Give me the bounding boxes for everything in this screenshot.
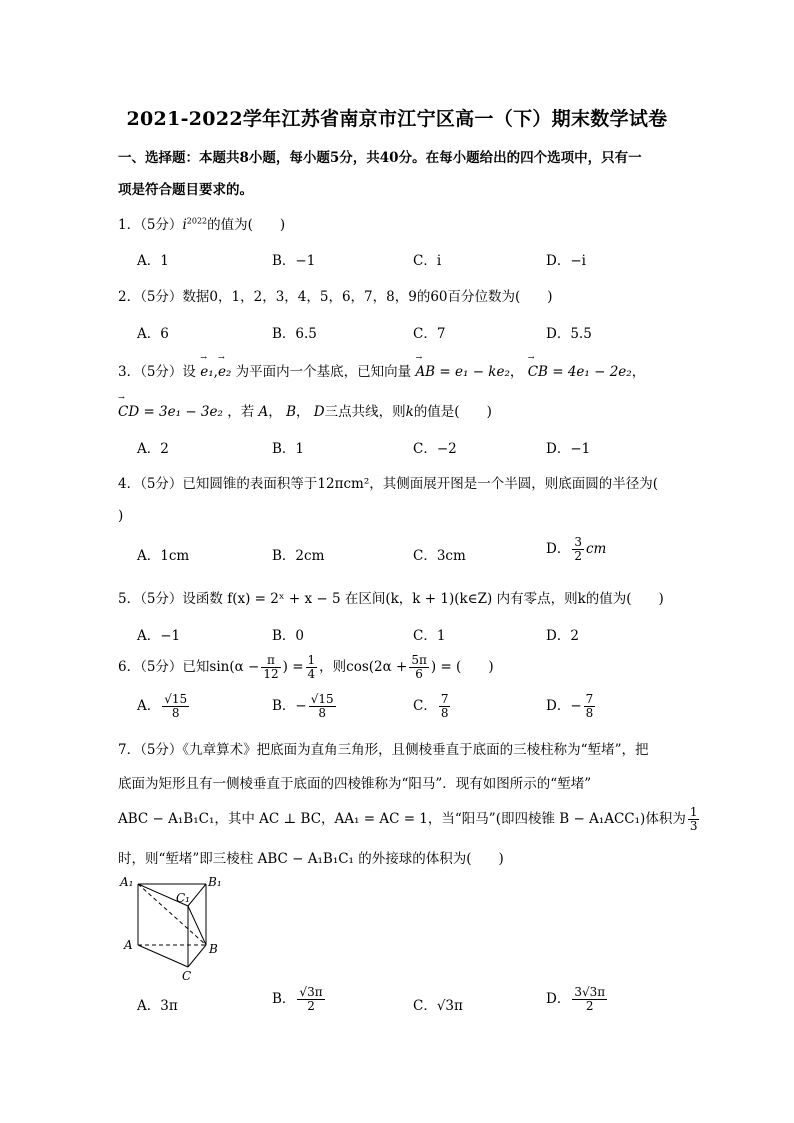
q3-option-d[interactable]: D．−1	[546, 441, 591, 457]
question-2-stem: 2．（5分）数据0，1，2，3，4，5，6，7，8，9的60百分位数为( )	[118, 289, 553, 305]
q6-option-c[interactable]: C． $\frac{7}{8}$	[413, 692, 449, 720]
q3-option-c[interactable]: C．−2	[413, 441, 457, 457]
q4-option-b[interactable]: B．2cm	[272, 548, 325, 564]
q7-option-b[interactable]: B． $\frac{√3\pi}{2}$	[272, 985, 323, 1013]
section-heading: 一、选择题：本题共8小题，每小题5分，共40分。在每小题给出的四个选项中，只有一	[118, 150, 642, 166]
question-7-stem: 7．（5分）《九章算术》把底面为直角三角形，且侧棱垂直于底面的三棱柱称为“堑堵”，把	[118, 742, 649, 758]
q1-option-d[interactable]: D．−i	[546, 253, 586, 269]
question-7-stem-2: 底面为矩形且有一侧棱垂直于底面的四棱锥称为“阳马”．现有如图所示的“堑堵”	[118, 776, 592, 792]
label-b: B	[209, 942, 218, 956]
edge-a-c	[138, 945, 188, 967]
question-1-stem: 1．（5分）$i^{2022}$的值为( )	[118, 216, 286, 233]
question-3-stem: 3．（5分）设 → e₁,→ e₂ 为平面内一个基底，已知向量 → AB = e₁ − ke₂， → CB = 4e₁ − 2e₂，	[118, 360, 645, 380]
page-title: 2021-2022学年江苏省南京市江宁区高一（下）期末数学试卷	[126, 108, 668, 130]
prism-figure	[118, 870, 238, 982]
label-a: A	[124, 938, 133, 952]
question-7-stem-3: ABC − A₁B₁C₁，其中 AC ⊥ BC，AA₁ = AC = 1，当“阳马”(即四棱锥 B − A₁ACC₁)体积为 $\frac{1}{3}$	[118, 805, 698, 833]
q2-option-c[interactable]: C．7	[413, 326, 446, 342]
question-4-stem-cont: )	[118, 508, 124, 524]
q3-option-a[interactable]: A．2	[137, 441, 169, 457]
label-b1: B₁	[208, 875, 222, 889]
q5-option-b[interactable]: B．0	[272, 628, 305, 644]
q7-option-c[interactable]: C．√3π	[413, 998, 463, 1014]
edge-c1-b	[188, 906, 206, 945]
q5-option-a[interactable]: A．−1	[137, 628, 181, 644]
section-heading-cont: 项是符合题目要求的。	[118, 182, 253, 198]
q6-option-d[interactable]: D．− $\frac{7}{8}$	[546, 692, 594, 720]
question-3-stem-cont: → CD = 3e₁ − 3e₂ ，若 A， B， D三点共线，则k的值是( )	[118, 400, 492, 420]
q2-option-b[interactable]: B．6.5	[272, 326, 317, 342]
q5-option-d[interactable]: D．2	[546, 628, 579, 644]
q1-option-b[interactable]: B．−1	[272, 253, 316, 269]
q2-option-a[interactable]: A．6	[137, 326, 169, 342]
q7-option-d[interactable]: D． $\frac{3√3\pi}{2}$	[546, 985, 606, 1013]
q6-option-a[interactable]: A． $\frac{√15}{8}$	[137, 692, 188, 720]
q1-option-c[interactable]: C．i	[413, 253, 442, 269]
q6-option-b[interactable]: B．− $\frac{√15}{8}$	[272, 692, 334, 720]
edge-a1-b-hidden	[138, 884, 206, 945]
q5-option-c[interactable]: C．1	[413, 628, 446, 644]
q4-option-a[interactable]: A．1cm	[137, 548, 190, 564]
q3-option-b[interactable]: B．1	[272, 441, 305, 457]
question-7-stem-4: 时，则“堑堵”即三棱柱 ABC − A₁B₁C₁ 的外接球的体积为( )	[118, 851, 504, 867]
question-4-stem: 4．（5分）已知圆锥的表面积等于12πcm²，其侧面展开图是一个半圆，则底面圆的半径为(	[118, 476, 659, 492]
q1-option-a[interactable]: A．1	[137, 253, 169, 269]
edge-b1-c1	[188, 884, 206, 906]
question-6-stem: 6．（5分）已知sin(α − $\frac{\pi}{12}$ ) = $\frac{1}{4}$ ，则cos(2α + $\frac{5\pi}{6}$ ) = ( )	[118, 653, 494, 681]
q4-option-c[interactable]: C．3cm	[413, 548, 466, 564]
question-5-stem: 5．（5分）设函数 f(x) = 2ˣ + x − 5 在区间(k，k + 1)(k∈Z) 内有零点，则k的值为( )	[118, 591, 664, 607]
label-a1: A₁	[120, 875, 134, 889]
edge-b-c	[188, 945, 206, 967]
q2-option-d[interactable]: D．5.5	[546, 326, 592, 342]
label-c: C	[182, 969, 192, 982]
label-c1: C₁	[176, 891, 190, 905]
q4-option-d[interactable]: D． $\frac{3}{2}$ cm	[546, 535, 607, 563]
q7-option-a[interactable]: A．3π	[137, 998, 178, 1014]
